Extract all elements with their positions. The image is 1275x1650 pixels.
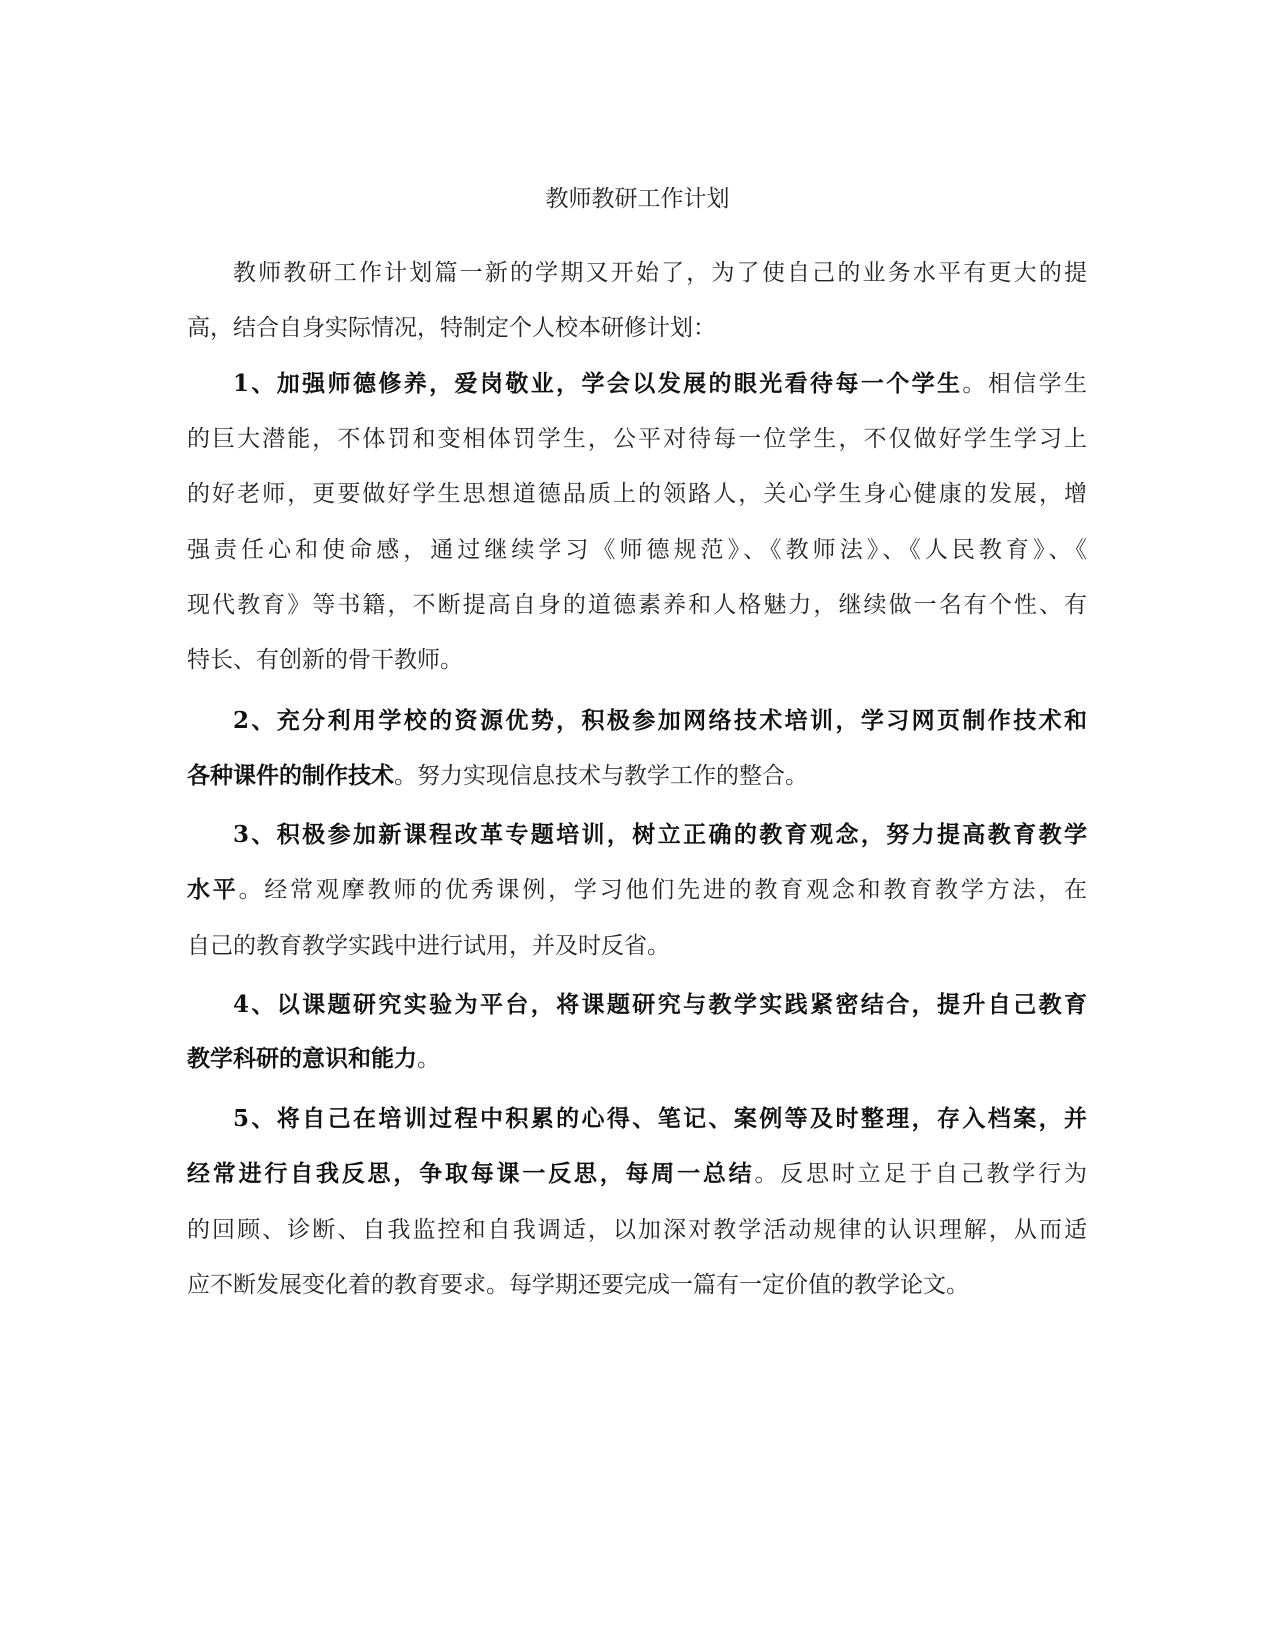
item-2-heading-line-1: 2、充分利用学校的资源优势，积极参加网络技术培训，学习网页制作技术和 [233, 707, 1087, 734]
item-5-line-3: 的回顾、诊断、自我监控和自我调适，以加深对教学活动规律的认识理解，从而适 [187, 1217, 1087, 1243]
item-1-line-5: 现代教育》等书籍，不断提高自身的道德素养和人格魅力，继续做一名有个性、有 [187, 592, 1087, 618]
item-3-heading-end: 水平 [187, 876, 239, 903]
item-5-line-2 [187, 1159, 1087, 1189]
item-2-heading-end: 各种课件的制作技术 [187, 762, 394, 789]
item-2-line-2 [187, 761, 1087, 791]
item-4-line-2 [187, 1044, 1087, 1074]
item-5-heading-end: 经常进行自我反思，争取每课一反思，每周一总结 [187, 1160, 755, 1187]
item-3-line-2 [187, 875, 1087, 905]
document-title: 教师教研工作计划 [545, 186, 730, 212]
intro-line-2: 高，结合自身实际情况，特制定个人校本研修计划： [187, 315, 716, 341]
item-1-text: 。相信学生 [962, 371, 1087, 397]
item-3-text: 。经常观摩教师的优秀课例，学习他们先进的教育观念和教育教学方法，在 [238, 877, 1088, 903]
item-1-line-4: 强责任心和使命感，通过继续学习《师德规范》、《教师法》、《人民教育》、《 [187, 537, 1087, 563]
item-2-text: 。努力实现信息技术与教学工作的整合。 [394, 763, 808, 789]
item-1-line-3: 的好老师，更要做好学生思想道德品质上的领路人，关心学生身心健康的发展，增 [187, 481, 1087, 507]
item-4-heading-end: 教学科研的意识和能力 [187, 1045, 417, 1072]
intro-line-1: 教师教研工作计划篇一新的学期又开始了，为了使自己的业务水平有更大的提 [233, 260, 1087, 286]
item-5-heading-line-1: 5、将自己在培训过程中积累的心得、笔记、案例等及时整理，存入档案，并 [233, 1105, 1087, 1132]
item-3-heading-line-1: 3、积极参加新课程改革专题培训，树立正确的教育观念，努力提高教育教学 [233, 821, 1087, 848]
item-5-text: 。反思时立足于自己教学行为 [754, 1161, 1088, 1187]
item-1-line-1 [233, 369, 1087, 399]
item-1-line-6: 特长、有创新的骨干教师。 [187, 647, 463, 673]
item-1-line-2: 的巨大潜能，不体罚和变相体罚学生，公平对待每一位学生，不仅做好学生学习上 [187, 426, 1087, 452]
item-4-text: 。 [417, 1046, 440, 1072]
item-4-heading-line-1: 4、以课题研究实验为平台，将课题研究与教学实践紧密结合，提升自己教育 [233, 991, 1087, 1018]
item-5-line-4: 应不断发展变化着的教育要求。每学期还要完成一篇有一定价值的教学论文。 [187, 1272, 969, 1298]
item-3-line-3: 自己的教育教学实践中进行试用，并及时反省。 [187, 933, 670, 959]
item-1-heading: 1、加强师德修养，爱岗敬业，学会以发展的眼光看待每一个学生 [233, 370, 963, 397]
